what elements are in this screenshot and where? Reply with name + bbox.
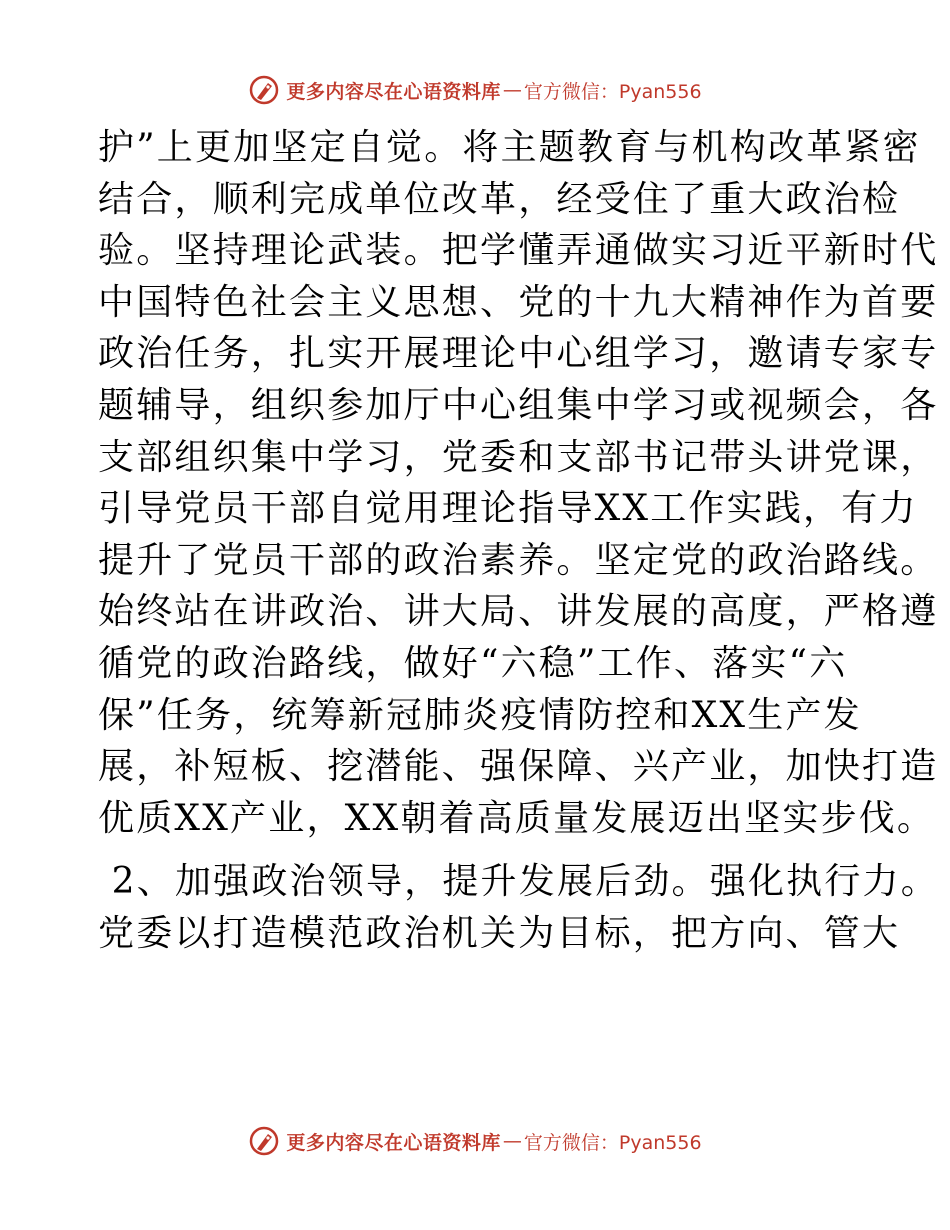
pen-nib-circle-icon: [248, 1125, 280, 1157]
header-watermark: [0, 70, 950, 110]
text-line: 支部组织集中学习，党委和支部书记带头讲党课，: [98, 436, 939, 478]
paragraph-2: [98, 856, 939, 959]
text-line: 循党的政治路线，做好“六稳”工作、落实“六: [98, 642, 848, 684]
watermark-brand: 更多内容尽在心语资料库: [286, 1131, 501, 1154]
paragraph-1: [98, 122, 939, 844]
text-line: 引导党员干部自觉用理论指导XX工作实践，有力: [98, 488, 918, 530]
pen-nib-circle-icon: [248, 74, 280, 106]
footer-watermark: [0, 1121, 950, 1161]
text-line: 保”任务，统筹新冠肺炎疫情防控和XX生产发: [98, 694, 862, 736]
watermark-contact: 官方微信：Pyan556: [523, 80, 702, 103]
watermark-separator: —: [502, 79, 522, 101]
text-line: 2、加强政治领导，提升发展后劲。强化执行力。: [98, 861, 939, 903]
text-line: 始终站在讲政治、讲大局、讲发展的高度，严格遵: [98, 591, 939, 633]
text-line: 中国特色社会主义思想、党的十九大精神作为首要: [98, 281, 939, 323]
watermark-contact: 官方微信：Pyan556: [523, 1131, 702, 1154]
watermark-brand: 更多内容尽在心语资料库: [286, 80, 501, 103]
text-line: 展，补短板、挖潜能、强保障、兴产业，加快打造: [98, 746, 939, 788]
text-line: 护”上更加坚定自觉。将主题教育与机构改革紧密: [98, 127, 921, 168]
paragraph-gap: [98, 844, 858, 856]
text-line: 提升了党员干部的政治素养。坚定党的政治路线。: [98, 539, 939, 581]
text-line: 党委以打造模范政治机关为目标，把方向、管大: [98, 912, 901, 954]
text-line: 结合，顺利完成单位改革，经受住了重大政治检: [98, 178, 901, 220]
watermark-separator: —: [502, 1130, 522, 1152]
text-line: 验。坚持理论武装。把学懂弄通做实习近平新时代: [98, 230, 939, 272]
text-line: 题辅导，组织参加厅中心组集中学习或视频会，各: [98, 384, 939, 426]
text-line: 政治任务，扎实开展理论中心组学习，邀请专家专: [98, 333, 939, 375]
text-line: 优质XX产业，XX朝着高质量发展迈出坚实步伐。: [98, 797, 936, 839]
document-body: [98, 122, 939, 960]
